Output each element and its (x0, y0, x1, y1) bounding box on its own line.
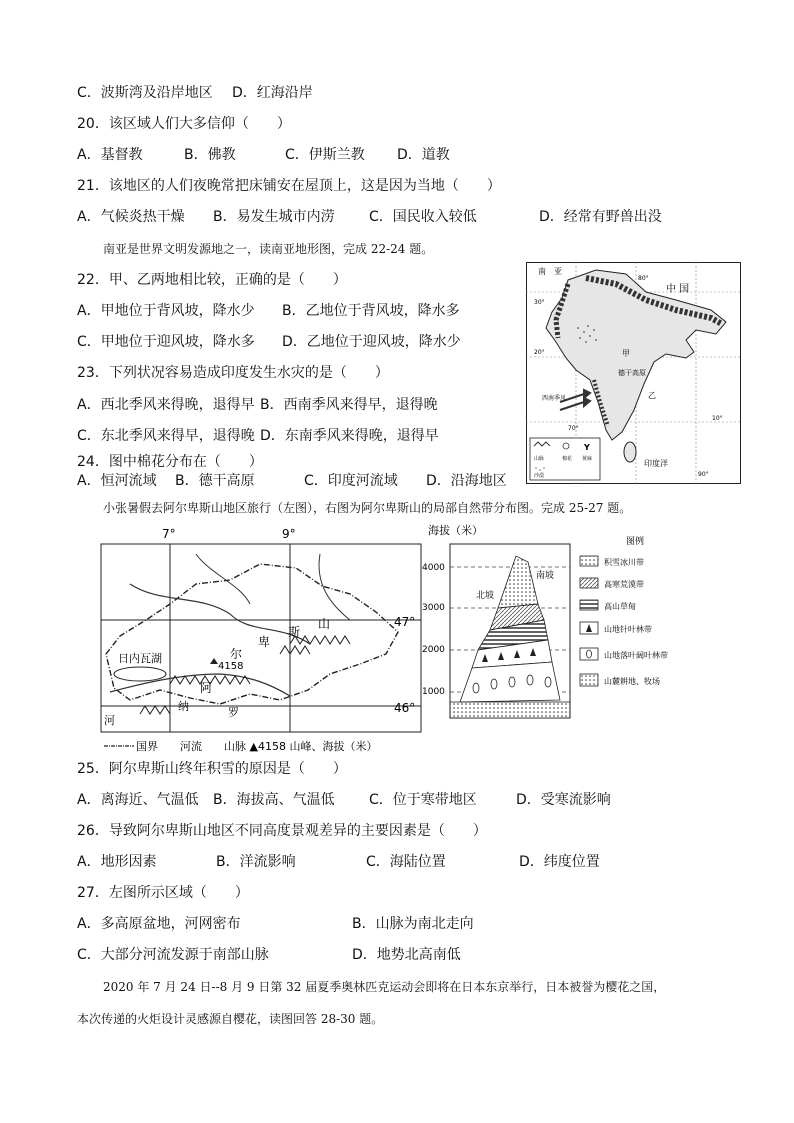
q20-option-a: A．基督教 (77, 147, 143, 163)
peak-label: 4158 (218, 661, 244, 672)
yi-label: 乙 (648, 391, 656, 400)
q20-option-d: D．道教 (397, 147, 450, 163)
q23-stem: 23．下列状况容易造成印度发生水灾的是（ ） (77, 365, 389, 381)
indian-ocean-label: 印度洋 (644, 459, 668, 468)
q25-option-a: A．离海近、气温低 (77, 792, 199, 808)
china-label: 中 国 (666, 284, 690, 295)
q21-stem: 21．该地区的人们夜晚常把床铺安在屋顶上，这是因为当地（ ） (77, 178, 501, 194)
q25-option-c: C．位于寒带地区 (369, 792, 477, 808)
alps-label-5: 山 (318, 617, 331, 631)
q22-option-b: B．乙地位于背风坡，降水多 (282, 303, 460, 319)
south-slope-label: 南坡 (536, 571, 555, 581)
q23-option-c: C．东北季风来得早，退得晚 (77, 428, 255, 444)
q27-option-b: B．山脉为南北走向 (352, 916, 474, 932)
q24-stem: 24．图中棉花分布在（ ） (77, 454, 263, 470)
lon-9: 9° (282, 527, 296, 541)
legend-zone-2: 高寒荒漠带 (604, 580, 644, 589)
lat-10: 10° (712, 415, 723, 422)
intro-28-30-line1: 2020 年 7 月 24 日--8 月 9 日第 32 届夏季奥林匹克运动会即将在日本东京举行，日本被誉为樱花之国， (103, 980, 666, 994)
q27-option-d: D．地势北高南低 (352, 947, 461, 963)
jia-label: 甲 (622, 349, 630, 358)
q27-stem: 27．左图所示区域（ ） (77, 885, 249, 901)
q20-option-c: C．伊斯兰教 (285, 147, 365, 163)
legend-title: 图例 (626, 537, 645, 547)
q24-option-c: C．印度河流域 (304, 473, 398, 489)
q22-option-c: C．甲地位于迎风坡，降水多 (77, 334, 255, 350)
legend-zone-3: 高山草甸 (604, 602, 636, 611)
alps-label-3: 卑 (258, 635, 271, 649)
q20-option-b: B．佛教 (184, 147, 236, 163)
intro-28-30-line2: 本次传递的火炬设计灵感源自樱花，读图回答 28-30 题。 (77, 1012, 384, 1026)
legend-mountain: 山脉 (534, 456, 545, 462)
q25-stem: 25．阿尔卑斯山终年积雪的原因是（ ） (77, 761, 347, 777)
q22-stem: 22．甲、乙两地相比较，正确的是（ ） (77, 272, 347, 288)
alps-legend: 国界 河流 山脉 ▲4158 山峰、海拔（米） (136, 740, 378, 753)
q27-option-a: A．多高原盆地，河网密布 (77, 916, 241, 932)
lon-90: 90° (698, 471, 709, 478)
q23-option-a: A．西北季风来得晚，退得早 (77, 397, 255, 413)
alps-label-4: 斯 (288, 625, 301, 639)
q21-option-d: D．经常有野兽出没 (539, 209, 662, 225)
q19-option-c: C．波斯湾及沿岸地区 (77, 85, 213, 101)
north-slope-label: 北坡 (476, 591, 495, 601)
south-asia-map (526, 262, 741, 484)
tick-1000: 1000 (422, 687, 445, 697)
q22-option-d: D．乙地位于迎风坡，降水少 (282, 334, 461, 350)
mountain-label: 纳 (178, 700, 189, 713)
alps-label-1: 阿 (200, 681, 213, 695)
legend-zone-5: 山地落叶阔叶林带 (604, 651, 668, 660)
tick-3000: 3000 (422, 603, 445, 613)
lat-20: 20° (534, 349, 545, 356)
tick-4000: 4000 (422, 563, 445, 573)
intro-25-27: 小张暑假去阿尔卑斯山地区旅行（左图），右图为阿尔卑斯山的局部自然带分布图。完成 25-27 题。 (103, 501, 632, 515)
q25-option-d: D．受寒流影响 (516, 792, 611, 808)
q23-option-b: B．西南季风来得早，退得晚 (260, 397, 438, 413)
legend-zone-6: 山麓耕地、牧场 (604, 677, 660, 686)
q24-option-d: D．沿海地区 (426, 473, 507, 489)
q22-option-a: A．甲地位于背风坡，降水少 (77, 303, 255, 319)
q21-option-b: B．易发生城市内涝 (213, 209, 335, 225)
svg-text:Y: Y (584, 443, 590, 452)
alps-label-2: 尔 (230, 647, 243, 661)
q21-option-c: C．国民收入较低 (369, 209, 477, 225)
alps-vegetation-chart (420, 522, 720, 722)
lat-46: 46° (394, 701, 416, 715)
lon-80: 80° (638, 275, 649, 282)
q25-option-b: B．海拔高、气温低 (213, 792, 335, 808)
legend-desert: 沙漠 (534, 473, 545, 479)
lake-label: 日内瓦湖 (118, 652, 162, 665)
chart-y-title: 海拔（米） (428, 524, 483, 537)
q24-option-a: A．恒河流域 (77, 473, 157, 489)
q26-option-b: B．洋流影响 (216, 854, 296, 870)
legend-jute: 黄麻 (582, 456, 593, 462)
q26-option-d: D．纬度位置 (519, 854, 600, 870)
rhone-label: 罗 (228, 706, 239, 719)
deccan-label: 德干高原 (618, 369, 646, 377)
legend-zone-4: 山地针叶林带 (604, 625, 652, 634)
q24-option-b: B．德干高原 (175, 473, 255, 489)
q19-option-d: D．红海沿岸 (232, 85, 313, 101)
q26-option-c: C．海陆位置 (366, 854, 446, 870)
q27-option-c: C．大部分河流发源于南部山脉 (77, 947, 269, 963)
tick-2000: 2000 (422, 645, 445, 655)
lat-47: 47° (394, 615, 416, 629)
alps-map (100, 524, 430, 754)
lon-7: 7° (162, 527, 176, 541)
legend-zone-1: 积雪冰川带 (604, 558, 644, 567)
q26-stem: 26．导致阿尔卑斯山地区不同高度景观差异的主要因素是（ ） (77, 823, 487, 839)
q20-stem: 20．该区域人们大多信仰（ ） (77, 116, 291, 132)
monsoon-label: 西南季风 (542, 395, 567, 402)
lon-70: 70° (568, 425, 579, 432)
map-title: 南 亚 (538, 267, 562, 276)
river-label: 河 (104, 714, 115, 727)
q23-option-d: D．东南季风来得晚，退得早 (260, 428, 439, 444)
lat-30: 30° (534, 299, 545, 306)
intro-22-24: 南亚是世界文明发源地之一，读南亚地形图，完成 22-24 题。 (103, 242, 434, 256)
q21-option-a: A．气候炎热干燥 (77, 209, 185, 225)
legend-cotton: 棉花 (562, 456, 573, 462)
q26-option-a: A．地形因素 (77, 854, 157, 870)
